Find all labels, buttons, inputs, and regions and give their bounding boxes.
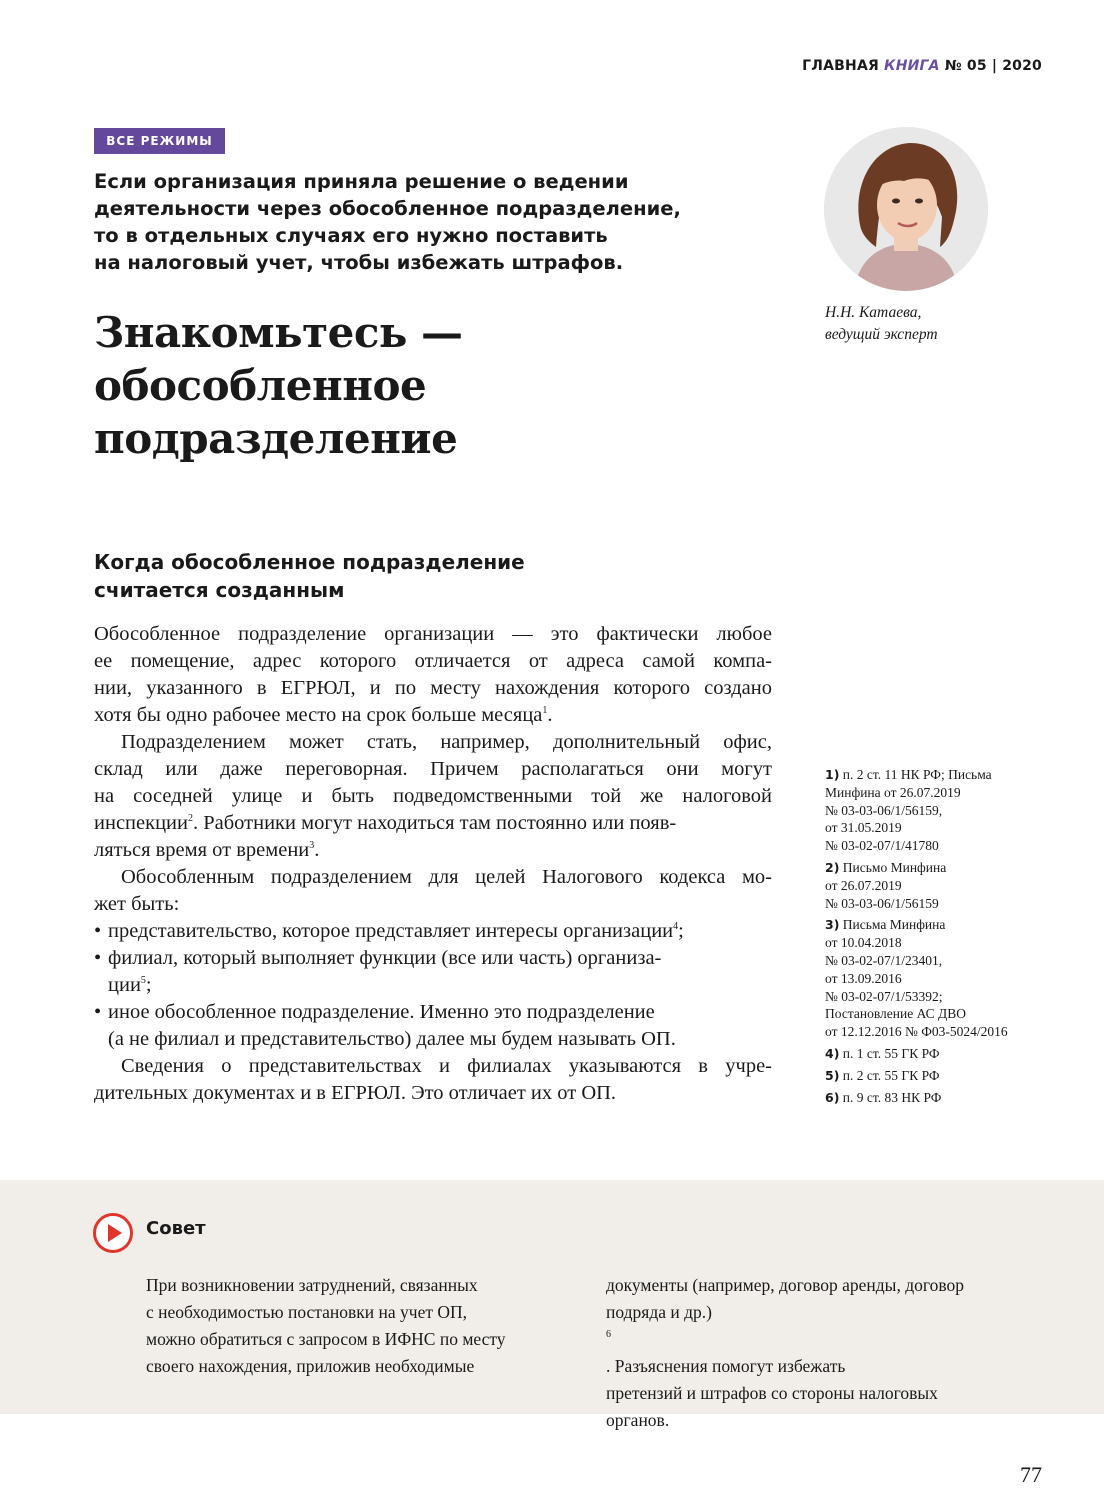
body-line: хотя бы одно рабочее место на срок больше месяца$^1$.: [94, 704, 553, 726]
body-line: жет быть:: [94, 893, 180, 915]
body-line: Обособленное подразделение организации — это фактически любое: [94, 623, 772, 645]
article-body: [94, 621, 772, 1107]
advice-title: Совет: [146, 1218, 206, 1239]
author-portrait: [824, 127, 988, 291]
advice-text-col2: документы (например, договор аренды, договор подряда и др.) $^6$ . Разъяснения помогут избежать претензий и штрафов со стороны налоговых органов.: [606, 1275, 964, 1430]
bullet-item-continued: (а не филиал и представительство) далее мы будем называть ОП.: [108, 1028, 676, 1050]
masthead-main: ГЛАВНАЯ: [802, 58, 879, 74]
advice-text-col1: При возникновении затруднений, связанных с необходимостью постановки на учет ОП, можно обратиться с запросом в ИФНС по месту своего нахождения, приложив необходимые: [146, 1275, 506, 1376]
body-line: ее помещение, адрес которого отличается от адреса самой компа-: [94, 650, 772, 672]
section-heading: Когда обособленное подразделение считается созданным: [94, 550, 525, 602]
page-number: 77: [1020, 1462, 1042, 1487]
bullet-item: • представительство, которое представляет интересы организации$^4$;: [94, 920, 684, 942]
body-line: ляться время от времени$^3$.: [94, 839, 320, 861]
body-line: Сведения о представительствах и филиалах указываются в учре-: [121, 1055, 772, 1077]
body-line: на соседней улице и быть подведомственными той же налоговой: [94, 785, 772, 807]
footnote-ref: 4: [673, 921, 679, 932]
footnote: 1) п. 2 ст. 11 НК РФ; Письма Минфина от 26.07.2019 № 03-03-06/1/56159, от 31.05.2019 № 03-02-07/1/41780: [825, 767, 992, 854]
author-role: ведущий эксперт: [825, 326, 938, 343]
footnote-ref: 1: [542, 705, 548, 716]
author-name: Н.Н. Катаева,: [825, 304, 922, 321]
bullet-item-continued: ции$^5$;: [108, 974, 152, 996]
rubric-tag: ВСЕ РЕЖИМЫ: [94, 128, 225, 154]
footnote: 6) п. 9 ст. 83 НК РФ: [825, 1089, 942, 1105]
body-line: дительных документах и в ЕГРЮЛ. Это отличает их от ОП.: [94, 1082, 617, 1104]
bullet-item: • филиал, который выполняет функции (все или часть) организа-: [94, 947, 662, 969]
play-circle-icon: [92, 1212, 134, 1259]
article-title: Знакомьтесь — обособленное подразделение: [94, 308, 463, 463]
lead-paragraph: Если организация приняла решение о ведении деятельности через обособленное подразделение, то в отдельных случаях его нужно поставить на налоговый учет, чтобы избежать штрафов.: [94, 170, 681, 274]
magazine-masthead: [802, 58, 1042, 74]
footnote: 2) Письмо Минфина от 26.07.2019 № 03-03-06/1/56159: [825, 859, 947, 911]
masthead-accent: КНИГА: [884, 58, 940, 74]
author-caption: [825, 302, 938, 346]
body-line: Подразделением может стать, например, дополнительный офис,: [121, 731, 772, 753]
body-line: инспекции$^2$. Работники могут находиться там постоянно или появ-: [94, 812, 677, 834]
author-photo-illustration: [824, 127, 988, 291]
bullet-item: • иное обособленное подразделение. Именно это подразделение: [94, 1001, 655, 1023]
footnote-ref: 5: [140, 975, 146, 986]
footnotes: [825, 766, 1055, 1110]
body-line: нии, указанного в ЕГРЮЛ, и по месту нахождения которого создано: [94, 677, 772, 699]
footnote: 5) п. 2 ст. 55 ГК РФ: [825, 1067, 940, 1083]
body-line: Обособленным подразделением для целей Налогового кодекса мо-: [121, 866, 772, 888]
footnote-ref: 6: [606, 1329, 611, 1340]
footnote-ref: 3: [309, 840, 315, 851]
footnote: 3) Письма Минфина от 10.04.2018 № 03-02-07/1/23401, от 13.09.2016 № 03-02-07/1/53392; Постановление АС ДВО от 12.12.2016 № Ф03-5024/2016: [825, 917, 1008, 1040]
footnote: 4) п. 1 ст. 55 ГК РФ: [825, 1045, 940, 1061]
body-line: склад или даже переговорная. Причем располагаться они могут: [94, 758, 772, 780]
footnote-ref: 2: [187, 813, 193, 824]
masthead-issue: № 05 | 2020: [944, 58, 1042, 74]
